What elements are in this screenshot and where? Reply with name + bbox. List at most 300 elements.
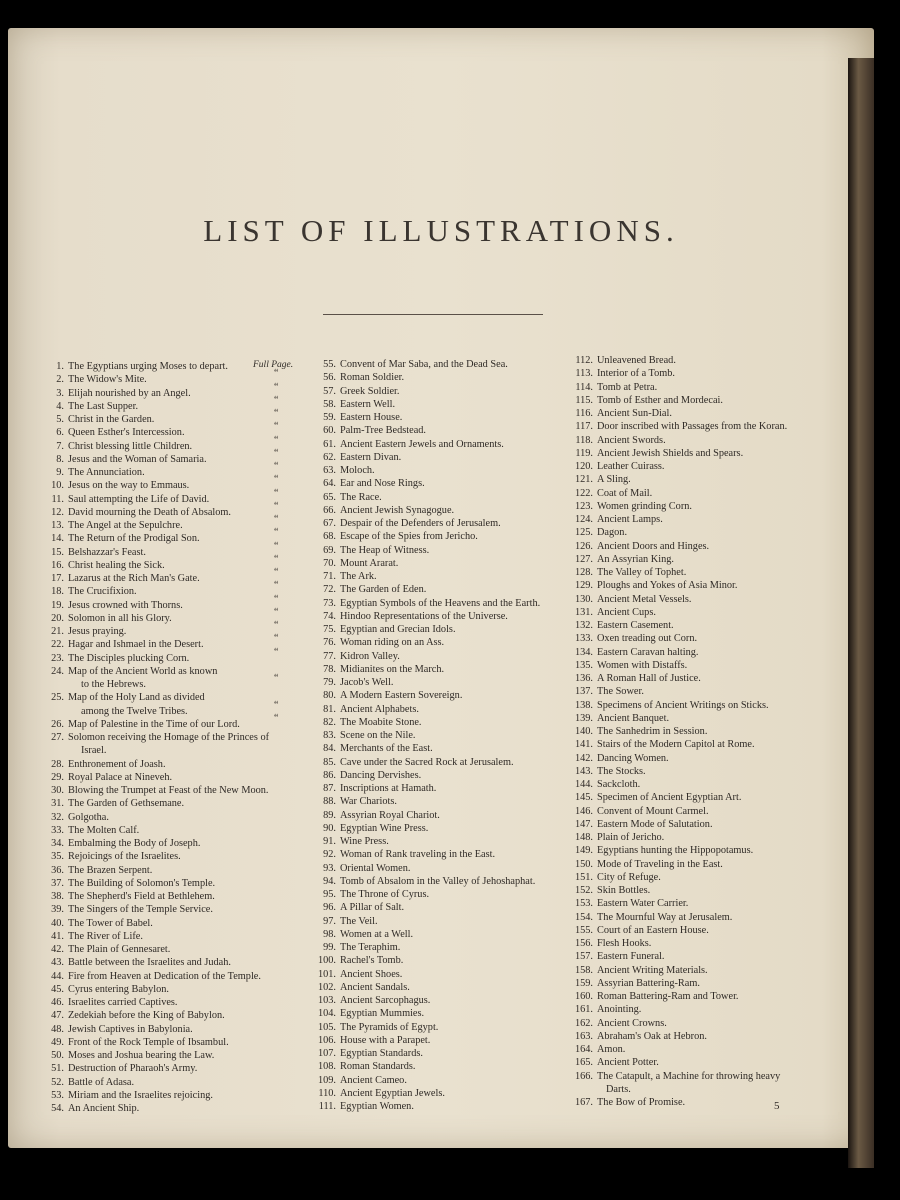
entry-number: 38. — [51, 891, 64, 902]
entry-number: 144. — [574, 779, 593, 790]
entry-title: Christ blessing little Children. — [68, 440, 193, 452]
illustration-entry — [314, 769, 572, 782]
entry-number: 153. — [574, 898, 593, 910]
entry-title: Battle of Adasa. — [68, 1076, 135, 1088]
entry-title: Greek Soldier. — [340, 385, 400, 397]
entry-number: 110. — [318, 1087, 336, 1099]
entry-title: Oriental Women. — [340, 862, 411, 874]
entry-number: 57. — [323, 385, 336, 397]
entry-title: Escape of the Spies from Jericho. — [340, 531, 478, 543]
entry-number: 67. — [323, 518, 336, 529]
entry-number: 19. — [51, 599, 64, 611]
entry-title: Ancient Jewish Synagogue. — [340, 504, 455, 516]
entry-title: Moloch. — [340, 465, 375, 476]
page-title: LIST OF ILLUSTRATIONS. — [203, 213, 679, 248]
entry-number: 159. — [574, 977, 593, 989]
entry-title: Saul attempting the Life of David. — [68, 493, 210, 505]
illustration-entry — [46, 1102, 308, 1115]
illustration-entry — [314, 928, 572, 941]
entry-number: 30. — [51, 785, 64, 796]
entry-title: Miriam and the Israelites rejoicing. — [68, 1089, 213, 1101]
entry-title: Ancient Writing Materials. — [597, 964, 708, 976]
entry-number: 24. — [51, 665, 64, 677]
entry-number: 63. — [323, 465, 336, 476]
entry-number: 135. — [574, 659, 593, 671]
entry-number: 102. — [317, 981, 336, 993]
entry-title: Unleavened Bread. — [597, 355, 676, 366]
entry-number: 145. — [574, 792, 593, 804]
entry-number: 50. — [51, 1050, 64, 1061]
entry-title: Egyptian Wine Press. — [340, 822, 429, 834]
illustration-entry — [571, 1017, 839, 1030]
illustration-entry — [314, 689, 572, 702]
entry-title: The Plain of Gennesaret. — [68, 944, 171, 955]
entry-number: 161. — [574, 1004, 593, 1016]
entry-title: Eastern Casement. — [597, 620, 674, 631]
illustration-entry — [46, 453, 308, 466]
entry-number: 105. — [317, 1021, 336, 1033]
entry-number: 150. — [574, 858, 593, 870]
entry-title: The Teraphim. — [340, 942, 401, 953]
entry-number: 15. — [51, 546, 64, 558]
entry-title: The Garden of Eden. — [340, 584, 427, 596]
entry-number: 31. — [51, 798, 64, 810]
illustration-entry — [571, 579, 839, 592]
entry-number: 119. — [575, 447, 593, 459]
illustration-entry — [314, 941, 572, 954]
ditto-mark: “ — [274, 553, 279, 565]
ditto-mark: “ — [274, 712, 279, 724]
entry-number: 68. — [323, 531, 336, 543]
entry-title: Court of an Eastern House. — [597, 924, 709, 936]
entry-title: Zedekiah before the King of Babylon. — [68, 1010, 225, 1022]
entry-title: Solomon receiving the Homage of the Princes of — [68, 732, 270, 743]
entry-title: Ancient Sandals. — [340, 981, 410, 993]
entry-number: 108. — [317, 1061, 336, 1073]
entry-number: 26. — [51, 718, 64, 730]
entry-title: Jacob's Well. — [340, 677, 394, 688]
illustration-entry — [571, 593, 839, 606]
ditto-mark: “ — [274, 593, 279, 605]
entry-title: Egyptian Women. — [340, 1101, 414, 1112]
entry-number: 95. — [323, 889, 336, 900]
entry-title: The Bow of Promise. — [597, 1097, 686, 1108]
entry-number: 128. — [574, 567, 593, 578]
entry-title: Scene on the Nile. — [340, 730, 416, 741]
entry-number: 11. — [51, 493, 64, 505]
illustration-entry — [314, 491, 572, 504]
illustration-entry — [571, 897, 839, 910]
illustration-entry — [314, 371, 572, 384]
illustration-entry — [314, 1021, 572, 1034]
entry-title: Moses and Joshua bearing the Law. — [68, 1050, 215, 1061]
title-rule — [323, 314, 543, 315]
illustration-entry — [314, 782, 572, 795]
entry-title: David mourning the Death of Absalom. — [68, 506, 232, 518]
entry-title: The Brazen Serpent. — [68, 864, 153, 876]
illustration-entry — [314, 994, 572, 1007]
entry-title: The Veil. — [340, 915, 378, 927]
illustration-entry — [571, 950, 839, 963]
entry-number: 41. — [51, 930, 64, 942]
entry-title: Golgotha. — [68, 811, 109, 823]
illustration-entry — [314, 729, 572, 742]
entry-title: Egyptian Mummies. — [340, 1008, 425, 1020]
entry-title: Jesus and the Woman of Samaria. — [68, 453, 207, 465]
illustration-entry — [314, 742, 572, 755]
entry-title: Hindoo Representations of the Universe. — [340, 610, 508, 622]
ditto-mark: “ — [274, 408, 279, 419]
illustration-entry — [46, 718, 308, 731]
entry-number: 69. — [323, 544, 336, 556]
entry-title: An Ancient Ship. — [68, 1103, 140, 1114]
illustration-entry — [46, 585, 308, 598]
ditto-mark: “ — [274, 673, 279, 684]
entry-title: The Tower of Babel. — [68, 917, 153, 929]
entry-number: 103. — [317, 995, 336, 1006]
illustration-entry — [571, 420, 839, 433]
entry-title: The Race. — [340, 491, 382, 503]
illustration-entry — [46, 864, 308, 877]
entry-number: 98. — [323, 928, 336, 940]
illustration-entry — [571, 434, 839, 447]
entry-title: Ancient Cups. — [597, 606, 656, 618]
entry-title: Door inscribed with Passages from the Koran. — [597, 421, 788, 433]
entry-number: 76. — [323, 637, 336, 649]
entry-title: Dancing Dervishes. — [340, 769, 422, 781]
illustration-entry — [314, 1074, 572, 1087]
illustration-entry — [571, 606, 839, 619]
entry-title: Belshazzar's Feast. — [68, 546, 146, 558]
entry-title: Lazarus at the Rich Man's Gate. — [68, 573, 200, 584]
entry-number: 33. — [51, 824, 64, 836]
entry-number: 29. — [51, 771, 64, 783]
entry-number: 9. — [56, 467, 64, 478]
entry-number: 14. — [51, 533, 64, 545]
illustration-entry — [571, 884, 839, 897]
entry-number: 139. — [574, 712, 593, 724]
entry-title: Ancient Sun-Dial. — [597, 408, 672, 419]
entry-number: 84. — [323, 743, 336, 755]
entry-title: The Angel at the Sepulchre. — [68, 520, 183, 531]
ditto-mark: “ — [274, 540, 279, 552]
ditto-mark: “ — [274, 461, 279, 472]
entry-title: Eastern Caravan halting. — [597, 646, 699, 658]
entry-title: Ancient Swords. — [597, 434, 666, 446]
entry-title: Kidron Valley. — [340, 650, 400, 662]
entry-number: 137. — [574, 686, 593, 698]
illustration-entry — [46, 466, 308, 479]
entry-title: Mount Ararat. — [340, 557, 399, 569]
illustration-entry — [46, 705, 308, 718]
entry-title: City of Refuge. — [597, 871, 661, 883]
illustration-entry — [571, 394, 839, 407]
illustration-entry — [571, 858, 839, 871]
entry-number: 49. — [51, 1036, 64, 1048]
entry-title: Jesus praying. — [68, 626, 127, 637]
entry-number: 27. — [51, 732, 64, 743]
entry-number: 89. — [323, 809, 336, 821]
illustration-entry — [314, 623, 572, 636]
illustration-entry — [46, 440, 308, 453]
illustration-entry — [46, 824, 308, 837]
entry-number: 39. — [51, 904, 64, 916]
illustration-entry — [571, 513, 839, 526]
entry-title: Leather Cuirass. — [597, 461, 665, 472]
illustration-entry — [314, 1047, 572, 1060]
entry-number: 62. — [323, 451, 336, 463]
entry-title: Assyrian Royal Chariot. — [340, 809, 440, 821]
entry-title: The Mournful Way at Jerusalem. — [597, 911, 733, 923]
illustration-entry — [46, 532, 308, 545]
entry-title: Ancient Crowns. — [597, 1017, 667, 1029]
entry-number: 156. — [574, 938, 593, 949]
illustration-entry — [314, 650, 572, 663]
entry-number: 1. — [56, 361, 64, 372]
entry-number: 70. — [323, 557, 336, 569]
illustration-entry — [571, 699, 839, 712]
illustration-entry — [314, 530, 572, 543]
illustration-entry — [314, 795, 572, 808]
entry-number: 142. — [574, 752, 593, 764]
entry-number: 48. — [51, 1023, 64, 1035]
illustration-entry — [571, 725, 839, 738]
illustration-entry — [571, 791, 839, 804]
illustration-entry — [314, 756, 572, 769]
illustration-entry — [571, 1083, 839, 1096]
entry-number: 74. — [323, 610, 336, 622]
entry-number: 147. — [574, 818, 593, 830]
illustration-entry — [571, 540, 839, 553]
illustration-entry — [571, 659, 839, 672]
entry-number: 125. — [574, 527, 593, 539]
illustration-entry — [571, 553, 839, 566]
entry-number: 164. — [574, 1044, 593, 1055]
entry-title: Women with Distaffs. — [597, 659, 688, 671]
entry-number: 100. — [317, 955, 336, 967]
entry-title: Ancient Egyptian Jewels. — [340, 1087, 445, 1099]
entry-number: 22. — [51, 639, 64, 651]
entry-title: The Singers of the Temple Service. — [68, 904, 213, 916]
entry-title: Rejoicings of the Israelites. — [68, 851, 181, 863]
entry-number: 167. — [574, 1097, 593, 1108]
entry-title: Queen Esther's Intercession. — [68, 427, 185, 439]
entry-title: Women at a Well. — [340, 928, 414, 940]
entry-number: 85. — [323, 756, 336, 768]
entry-number: 163. — [574, 1030, 593, 1042]
entry-number: 120. — [574, 461, 593, 472]
illustration-entry — [46, 744, 308, 757]
entry-title: among the Twelve Tribes. — [81, 705, 188, 717]
entry-number: 32. — [51, 811, 64, 823]
entry-number: 155. — [574, 924, 593, 936]
illustration-entry — [46, 996, 308, 1009]
illustration-entry — [571, 871, 839, 884]
entry-title: The Egyptians urging Moses to depart. — [68, 361, 228, 372]
entry-number: 58. — [323, 398, 336, 410]
entry-number: 2. — [56, 374, 64, 386]
illustration-entry — [46, 479, 308, 492]
illustration-entry — [571, 964, 839, 977]
illustration-entry — [571, 752, 839, 765]
illustration-entry — [571, 487, 839, 500]
entry-number: 116. — [575, 408, 593, 419]
ditto-mark: “ — [274, 606, 279, 618]
illustration-entry — [314, 862, 572, 875]
entry-number: 28. — [51, 758, 64, 770]
entry-title: Rachel's Tomb. — [340, 955, 404, 967]
entry-title: Egyptian and Grecian Idols. — [340, 624, 456, 635]
illustration-entry — [46, 758, 308, 771]
illustration-entry — [46, 1076, 308, 1089]
illustration-entry — [314, 517, 572, 530]
entry-title: Tomb of Esther and Mordecai. — [597, 394, 723, 406]
entry-number: 96. — [323, 902, 336, 914]
entry-number: 130. — [574, 593, 593, 605]
entry-number: 160. — [574, 991, 593, 1002]
illustration-entry — [571, 646, 839, 659]
entry-number: 10. — [51, 480, 64, 492]
entry-number: 75. — [323, 624, 336, 635]
entry-number: 113. — [575, 368, 593, 380]
entry-title: Ancient Potter. — [597, 1057, 659, 1069]
entry-number: 36. — [51, 864, 64, 876]
entry-title: Ancient Shoes. — [340, 968, 403, 980]
entry-title: Hagar and Ishmael in the Desert. — [68, 639, 204, 651]
entry-title: Tomb at Petra. — [597, 381, 658, 393]
entry-title: Front of the Rock Temple of Ibsambul. — [68, 1036, 229, 1048]
illustration-entry — [46, 731, 308, 744]
illustration-entry — [314, 504, 572, 517]
entry-title: Ear and Nose Rings. — [340, 478, 425, 490]
illustration-entry — [46, 943, 308, 956]
entry-title: Eastern Well. — [340, 398, 396, 410]
entry-number: 17. — [51, 573, 64, 584]
illustration-entry — [46, 930, 308, 943]
entry-number: 6. — [56, 427, 64, 439]
entry-title: Royal Palace at Nineveh. — [68, 771, 173, 783]
illustration-entry — [571, 831, 839, 844]
illustration-entry — [314, 398, 572, 411]
entry-number: 55. — [323, 359, 336, 370]
book-page — [8, 28, 874, 1148]
illustration-entry — [46, 877, 308, 890]
illustration-entry — [314, 954, 572, 967]
entry-title: Israel. — [81, 745, 107, 757]
illustration-entry — [314, 477, 572, 490]
entry-number: 154. — [574, 911, 593, 923]
entry-title: Roman Battering-Ram and Tower. — [597, 991, 739, 1002]
illustration-entry — [571, 818, 839, 831]
entry-title: Convent of Mount Carmel. — [597, 805, 709, 817]
entry-title: Eastern House. — [340, 412, 403, 423]
page-number: 5 — [774, 1100, 780, 1112]
illustration-entry — [314, 636, 572, 649]
illustration-entry — [571, 1056, 839, 1069]
entry-title: Inscriptions at Hamath. — [340, 783, 437, 794]
entry-number: 4. — [56, 400, 64, 412]
entry-number: 82. — [323, 716, 336, 728]
entry-title: Ancient Cameo. — [340, 1074, 407, 1086]
illustration-entry — [46, 837, 308, 850]
entry-title: Christ healing the Sick. — [68, 559, 165, 571]
illustration-entry — [46, 559, 308, 572]
entry-title: The Stocks. — [597, 765, 646, 777]
entry-title: The Widow's Mite. — [68, 374, 147, 386]
ditto-mark: “ — [274, 699, 279, 711]
entry-number: 165. — [574, 1057, 593, 1069]
illustration-entry — [314, 597, 572, 610]
illustration-entry — [571, 1070, 839, 1083]
entry-number: 132. — [574, 620, 593, 631]
entry-title: Anointing. — [597, 1004, 642, 1016]
entry-number: 52. — [51, 1076, 64, 1088]
illustration-entry — [571, 500, 839, 513]
illustration-entry — [46, 493, 308, 506]
entry-title: Elijah nourished by an Angel. — [68, 387, 191, 399]
illustration-entry — [314, 875, 572, 888]
illustrations-column-1 — [46, 360, 308, 1115]
illustration-entry — [571, 937, 839, 950]
entry-title: Embalming the Body of Joseph. — [68, 838, 201, 849]
ditto-mark: “ — [274, 368, 279, 380]
illustration-entry — [571, 619, 839, 632]
entry-number: 18. — [51, 586, 64, 598]
entry-number: 104. — [317, 1008, 336, 1020]
entry-number: 56. — [323, 372, 336, 384]
entry-title: Amon. — [597, 1044, 626, 1055]
entry-title: The River of Life. — [68, 930, 143, 942]
entry-title: Battle between the Israelites and Judah. — [68, 957, 231, 969]
entry-title: Midianites on the March. — [340, 663, 445, 675]
illustration-entry — [571, 685, 839, 698]
entry-title: The Molten Calf. — [68, 824, 140, 836]
entry-number: 97. — [323, 915, 336, 927]
illustration-entry — [46, 797, 308, 810]
entry-number: 140. — [574, 726, 593, 737]
illustration-entry — [314, 835, 572, 848]
entry-number: 151. — [574, 871, 593, 883]
ditto-mark: “ — [274, 580, 279, 592]
illustration-entry — [314, 1034, 572, 1047]
illustration-entry — [571, 407, 839, 420]
illustration-entry — [314, 981, 572, 994]
illustration-entry — [571, 778, 839, 791]
entry-number: 114. — [575, 381, 593, 393]
entry-number: 126. — [574, 540, 593, 552]
entry-number: 123. — [574, 500, 593, 512]
entry-number: 66. — [323, 504, 336, 516]
entry-title: War Chariots. — [340, 796, 397, 808]
entry-number: 21. — [51, 626, 64, 637]
entry-number: 134. — [574, 646, 593, 658]
entry-number: 53. — [51, 1089, 64, 1101]
illustration-entry — [314, 848, 572, 861]
entry-title: Ancient Metal Vessels. — [597, 593, 692, 605]
illustration-entry — [314, 583, 572, 596]
entry-title: The Throne of Cyrus. — [340, 889, 430, 900]
illustration-entry — [571, 765, 839, 778]
entry-number: 20. — [51, 612, 64, 624]
entry-title: Eastern Funeral. — [597, 951, 665, 963]
entry-title: Christ in the Garden. — [68, 414, 155, 425]
entry-number: 158. — [574, 964, 593, 976]
illustration-entry — [314, 385, 572, 398]
entry-title: Abraham's Oak at Hebron. — [597, 1030, 707, 1042]
entry-title: Cave under the Sacred Rock at Jerusalem. — [340, 756, 514, 768]
entry-number: 136. — [574, 673, 593, 684]
entry-number: 93. — [323, 862, 336, 874]
